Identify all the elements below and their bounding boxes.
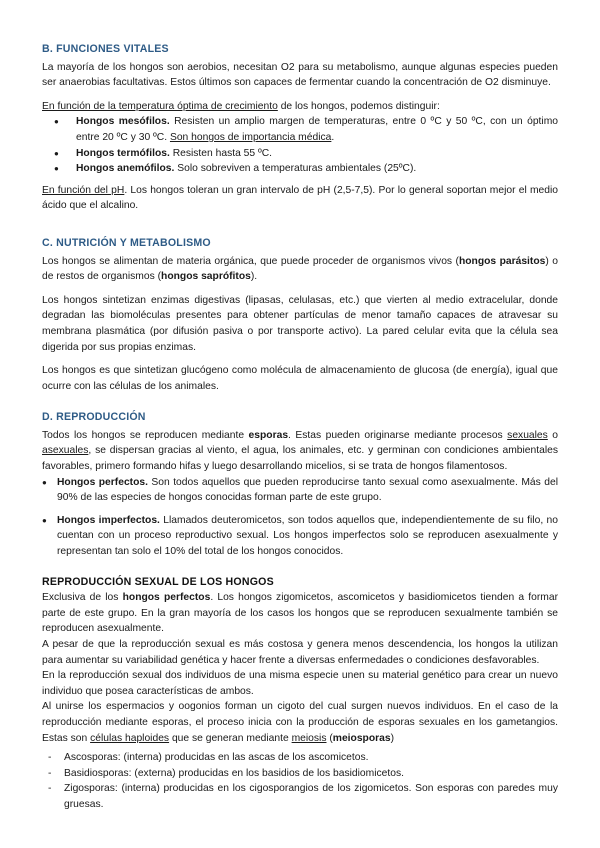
list-item: - Ascosporas: (interna) producidas en las ascas de los ascomicetos.	[64, 750, 558, 766]
text-run: . Los hongos zigomicetos, ascomicetos y basidiomicetos tienden a formar parte de este grupo. En la gran mayoría de los casos los hongos que se reproducen sexualmente también se reproducen asexualmente.	[42, 592, 558, 635]
sexual-paragraph-4	[42, 699, 558, 746]
list-item-text: Resisten un amplio margen de temperaturas, entre 0 ºC y 50 ºC, con un óptimo entre 20 ºC y 30 ºC.	[76, 116, 558, 143]
list-item-term: Hongos imperfectos.	[57, 514, 160, 526]
bold-term: meiosporas	[332, 732, 391, 744]
list-item-text: Solo sobreviven a temperaturas ambientales (25ºC).	[174, 163, 417, 175]
underlined-term: sexuales	[507, 429, 548, 441]
section-b-heading: B. FUNCIONES VITALES	[42, 43, 169, 55]
bold-term: hongos saprófitos	[161, 271, 251, 283]
text-run: Los hongos se alimentan de materia orgánica, que puede proceder de organismos vivos (	[42, 255, 459, 267]
section-c-paragraph-3: Los hongos es que sintetizan glucógeno como molécula de almacenamiento de glucosa (de energía), igual que ocurre con las células de los animales.	[42, 365, 558, 392]
list-item-text: Resisten hasta 55 ºC.	[169, 147, 273, 159]
list-item	[76, 146, 558, 162]
fungi-types-list	[42, 475, 558, 560]
temperature-intro-rest: de los hongos, podemos distinguir:	[277, 100, 440, 112]
list-item-tail: .	[331, 131, 335, 143]
list-item-term: Hongos termófilos.	[76, 147, 170, 159]
text-run: , se dispersan gracias al viento, el agua, los animales, etc. y germinan con condiciones ambientales favorables, primero formando hifas y luego desarrollando micelios, si se trata de hongos filamentosos.	[42, 445, 558, 473]
list-item	[76, 114, 558, 145]
section-d-paragraph	[42, 428, 558, 475]
text-run: (	[326, 732, 333, 744]
spore-types-list	[42, 750, 558, 812]
section-d-heading: D. REPRODUCCIÓN	[42, 411, 146, 424]
text-run: Exclusiva de los	[42, 592, 123, 604]
list-item-term: Hongos mesófilos.	[76, 116, 170, 128]
list-item: - Basidiosporas: (externa) producidas en los basidios de los basidiomicetos.	[64, 766, 558, 782]
list-item-note: Son hongos de importancia médica	[169, 131, 332, 143]
sexual-paragraph-3: En la reproducción sexual dos individuos de una misma especie unen su material genético para crear un nuevo individuo que posea características de ambos.	[42, 670, 558, 697]
ph-link-text: En función del pH	[42, 184, 125, 196]
list-item-text: Son todos aquellos que pueden reproducirse tanto sexual como asexualmente. Más del 90% de las especies de hongos conocidas forman parte de este grupo.	[57, 476, 558, 504]
list-item	[57, 475, 558, 506]
text-run: ).	[250, 271, 258, 283]
underlined-term: meiosis	[291, 732, 327, 744]
bold-term: esporas	[248, 429, 289, 441]
temperature-link-text: En función de la temperatura óptima de crecimiento	[42, 100, 278, 112]
sexual-paragraph-1	[42, 590, 558, 637]
text-run: ) o de restos de organismos (	[42, 255, 558, 283]
bold-term: hongos parásitos	[458, 255, 546, 267]
ph-paragraph	[42, 183, 558, 214]
temperature-list	[42, 114, 558, 176]
ph-rest: . Los hongos toleran un gran intervalo de pH (2,5-7,5). Por lo general soportan mejor el medio ácido que el alcalino.	[42, 184, 558, 212]
text-run: . Estas pueden originarse mediante procesos	[288, 429, 508, 441]
list-item-term: Hongos anemófilos.	[76, 163, 175, 175]
bold-term: hongos perfectos	[122, 592, 211, 604]
text-run: que se generan mediante	[169, 732, 292, 744]
section-c-paragraph-2: Los hongos sintetizan enzimas digestivas (lipasas, celulasas, etc.) que vierten al medio extracelular, donde degradan las biomoléculas presentes para obtener partículas de menor tamaño capaces de atravesar su membrana plasmática (por difusión pasiva o por transporte activo). La pared celular evita que la célula sea digerida por sus propias enzimas.	[42, 294, 558, 353]
document-content	[42, 42, 558, 813]
list-item-text: Llamados deuteromicetos, son todos aquellos que, independientemente de su filo, no cuentan con un proceso reproductivo sexual. Los hongos imperfectos solo se reproducen asexualmente y representan tan solo el 10% del total de los hongos conocidos.	[57, 514, 558, 558]
text-run: Todos los hongos se reproducen mediante	[42, 429, 249, 441]
section-c-paragraph-1	[42, 254, 558, 285]
underlined-term: células haploides	[90, 732, 170, 744]
text-run: o	[547, 429, 559, 441]
temperature-intro	[42, 99, 558, 115]
list-item-term: Hongos perfectos.	[57, 476, 148, 488]
text-run: )	[390, 732, 395, 744]
list-item: - Zigosporas: (interna) producidas en los cigosporangios de los zigomicetos. Son esporas con paredes muy gruesas.	[64, 781, 558, 812]
underlined-term: asexuales	[42, 445, 89, 457]
section-b-paragraph: La mayoría de los hongos son aerobios, necesitan O2 para su metabolismo, aunque algunas especies pueden ser anaerobias facultativas. Estos últimos son capaces de fermentar cuando la concentración de O2 disminuye.	[42, 61, 558, 89]
list-item	[57, 513, 558, 560]
sexual-paragraph-2: A pesar de que la reproducción sexual es más costosa y genera menos descendencia, los hongos la utilizan para aumentar su variabilidad genética y hacer frente a diversas enfermedades o condiciones desfavorables.	[42, 639, 558, 666]
section-c-heading: C. NUTRICIÓN Y METABOLISMO	[42, 236, 211, 249]
sexual-reproduction-heading: REPRODUCCIÓN SEXUAL DE LOS HONGOS	[42, 575, 274, 588]
text-run: Al unirse los espermacios y oogonios forman un cigoto del cual surgen nuevos individuos. En el caso de la reproducción mediante esporas, el proceso inicia con la producción de esporas sexuales en los gametangios. Estas son	[42, 701, 558, 744]
list-item	[76, 161, 558, 177]
